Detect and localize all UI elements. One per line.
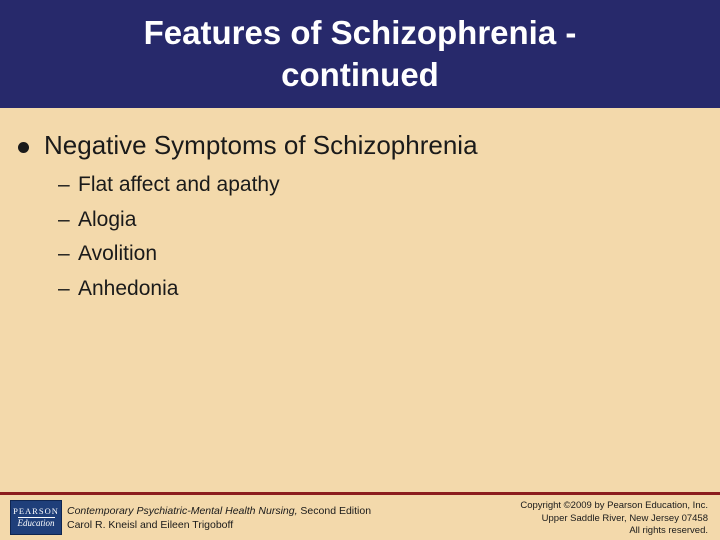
logo-line-2: Education [17, 518, 55, 528]
sub-bullet-list [58, 168, 280, 306]
copyright-notice [520, 500, 708, 538]
copyright-line-1: Copyright ©2009 by Pearson Education, Inc. [520, 500, 708, 511]
sub-bullet-text: Avolition [78, 242, 157, 266]
dash-marker: – [58, 242, 70, 266]
sub-bullet [58, 168, 280, 203]
sub-bullet-text: Flat affect and apathy [78, 173, 280, 197]
sub-bullet-text: Anhedonia [78, 276, 179, 300]
book-edition: Second Edition [297, 505, 372, 517]
sub-bullet [58, 203, 280, 238]
sub-bullet [58, 237, 280, 272]
copyright-line-2: Upper Saddle River, New Jersey 07458 [541, 512, 708, 524]
book-authors: Carol R. Kneisl and Eileen Trigoboff [67, 519, 234, 531]
footer-divider [0, 492, 720, 495]
dash-marker: – [58, 207, 70, 231]
sub-bullet [58, 272, 280, 307]
book-title: Contemporary Psychiatric-Mental Health Nursing, [67, 505, 298, 517]
dash-marker: – [58, 173, 70, 197]
pearson-logo [10, 500, 62, 535]
slide-title: Features of Schizophrenia - continued [143, 14, 577, 93]
book-citation [67, 504, 371, 532]
logo-line-1: PEARSON [13, 506, 59, 516]
main-bullet [18, 130, 478, 161]
dash-marker: – [58, 276, 70, 300]
bullet-dot-icon [18, 142, 29, 153]
copyright-line-3: All rights reserved. [629, 525, 708, 536]
main-bullet-text: Negative Symptoms of Schizophrenia [44, 130, 478, 160]
sub-bullet-text: Alogia [78, 207, 137, 231]
title-bar [0, 0, 720, 108]
